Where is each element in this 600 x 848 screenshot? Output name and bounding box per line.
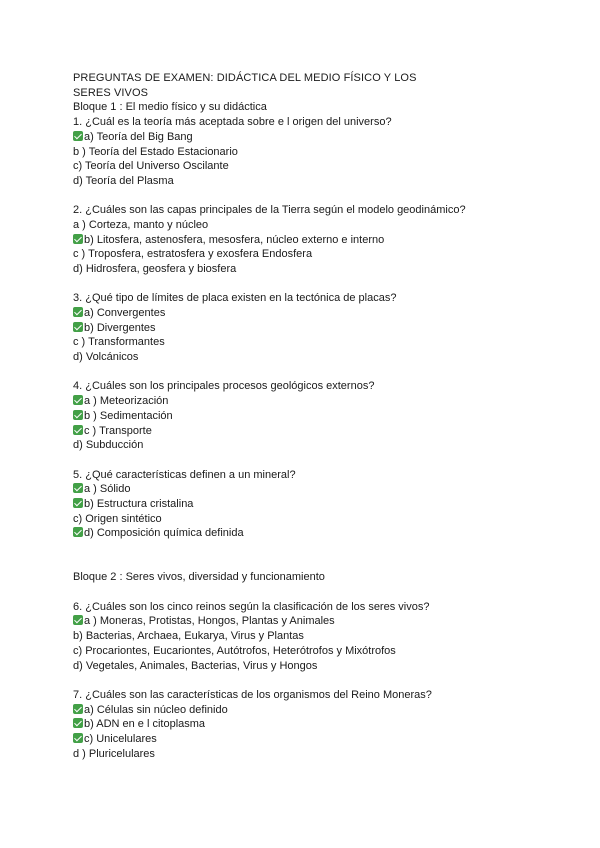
question: 2. ¿Cuáles son las capas principales de la Tierra según el modelo geodinámico? — [73, 204, 466, 217]
check-mark-icon — [73, 527, 83, 537]
answer-option: d) Vegetales, Animales, Bacterias, Virus y Hongos — [73, 659, 318, 672]
question: 6. ¿Cuáles son los cinco reinos según la clasificación de los seres vivos? — [73, 600, 430, 613]
question: 5. ¿Qué características definen a un mineral? — [73, 468, 296, 481]
answer-option: a ) Moneras, Protistas, Hongos, Plantas y Animales — [73, 614, 573, 629]
check-mark-icon — [73, 395, 83, 405]
block-heading: Bloque 1 : El medio físico y su didáctica — [73, 101, 267, 114]
answer-option: b) Litosfera, astenosfera, mesosfera, núcleo externo e interno — [73, 233, 573, 248]
answer-option: a) Convergentes — [73, 306, 573, 321]
answer-option: d) Composición química definida — [73, 526, 573, 541]
check-mark-icon — [73, 483, 83, 493]
answer-option: d) Teoría del Plasma — [73, 174, 174, 187]
check-mark-icon — [73, 718, 83, 728]
check-mark-icon — [73, 733, 83, 743]
answer-option: c) Teoría del Universo Oscilante — [73, 160, 229, 173]
check-mark-icon — [73, 234, 83, 244]
answer-option: c ) Troposfera, estratosfera y exosfera Endosfera — [73, 248, 313, 261]
answer-option: a ) Corteza, manto y núcleo — [73, 218, 209, 231]
question: 1. ¿Cuál es la teoría más aceptada sobre e l origen del universo? — [73, 116, 392, 129]
answer-option: d) Volcánicos — [73, 351, 139, 364]
answer-option: a) Teoría del Big Bang — [73, 130, 573, 145]
answer-option: b ) Sedimentación — [73, 409, 573, 424]
answer-option: c ) Transformantes — [73, 336, 165, 349]
question: 3. ¿Qué tipo de límites de placa existen en la tectónica de placas? — [73, 292, 397, 305]
answer-option: b) Estructura cristalina — [73, 497, 573, 512]
answer-option: a) Células sin núcleo definido — [73, 703, 573, 718]
answer-option: d) Subducción — [73, 439, 144, 452]
answer-option: b) ADN en e l citoplasma — [73, 717, 573, 732]
check-mark-icon — [73, 615, 83, 625]
check-mark-icon — [73, 131, 83, 141]
page-title: PREGUNTAS DE EXAMEN: DIDÁCTICA DEL MEDIO FÍSICO Y LOS SERES VIVOS — [73, 72, 417, 99]
block-heading: Bloque 2 : Seres vivos, diversidad y funcionamiento — [73, 571, 325, 584]
answer-option: c) Unicelulares — [73, 732, 573, 747]
check-mark-icon — [73, 322, 83, 332]
answer-option: a ) Meteorización — [73, 394, 573, 409]
answer-option: b) Bacterias, Archaea, Eukarya, Virus y Plantas — [73, 630, 304, 643]
check-mark-icon — [73, 410, 83, 420]
answer-option: b ) Teoría del Estado Estacionario — [73, 145, 238, 158]
check-mark-icon — [73, 704, 83, 714]
answer-option: c) Procariontes, Eucariontes, Autótrofos, Heterótrofos y Mixótrofos — [73, 644, 396, 657]
answer-option: a ) Sólido — [73, 482, 573, 497]
question: 4. ¿Cuáles son los principales procesos geológicos externos? — [73, 380, 375, 393]
answer-option: c) Origen sintético — [73, 512, 162, 525]
answer-option: d) Hidrosfera, geosfera y biosfera — [73, 263, 237, 276]
check-mark-icon — [73, 498, 83, 508]
check-mark-icon — [73, 425, 83, 435]
question: 7. ¿Cuáles son las características de los organismos del Reino Moneras? — [73, 688, 432, 701]
answer-option: c ) Transporte — [73, 424, 573, 439]
answer-option: b) Divergentes — [73, 321, 573, 336]
answer-option: d ) Pluricelulares — [73, 747, 155, 760]
document — [73, 71, 573, 761]
check-mark-icon — [73, 307, 83, 317]
